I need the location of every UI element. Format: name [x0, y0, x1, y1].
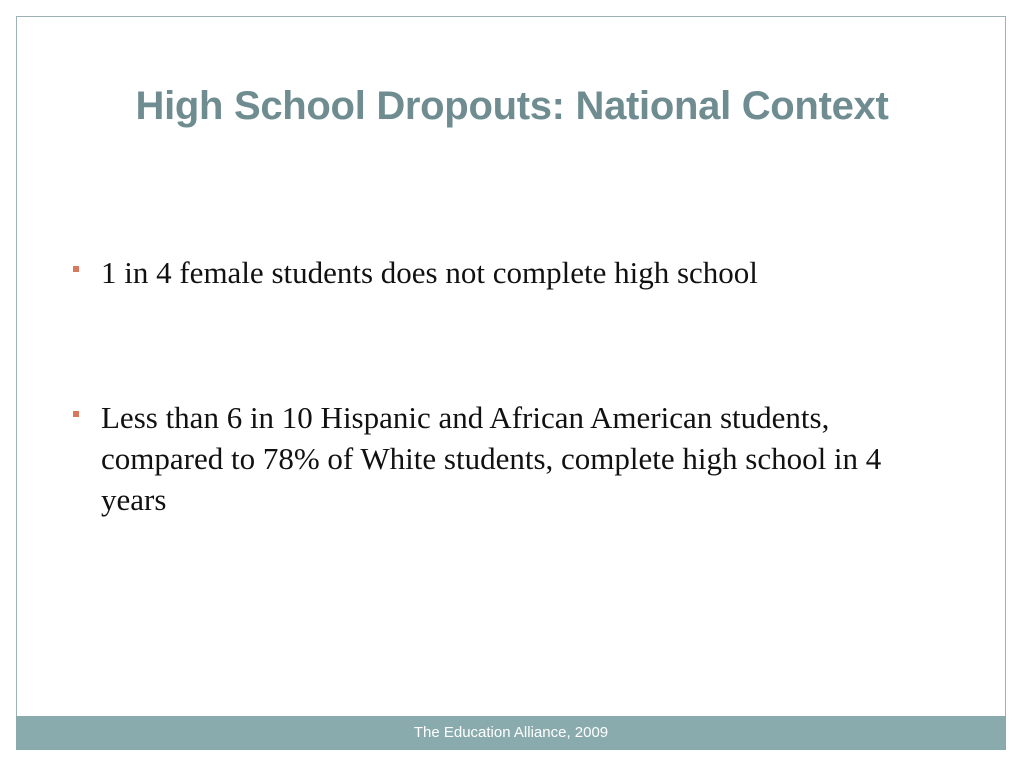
slide-title: High School Dropouts: National Context [135, 84, 889, 128]
square-bullet-icon [73, 266, 79, 272]
bullet-text: 1 in 4 female students does not complete high school [101, 255, 758, 290]
footer-text: The Education Alliance, 2009 [413, 724, 609, 741]
bullet-text: Less than 6 in 10 Hispanic and African American students, compared to 78% of White students, complete high school in 4 years [101, 400, 882, 517]
square-bullet-icon [73, 411, 79, 417]
bullet-list [70, 252, 950, 520]
bullet-item [70, 252, 950, 293]
footer-bar [16, 716, 1006, 750]
bullet-item [70, 397, 950, 520]
